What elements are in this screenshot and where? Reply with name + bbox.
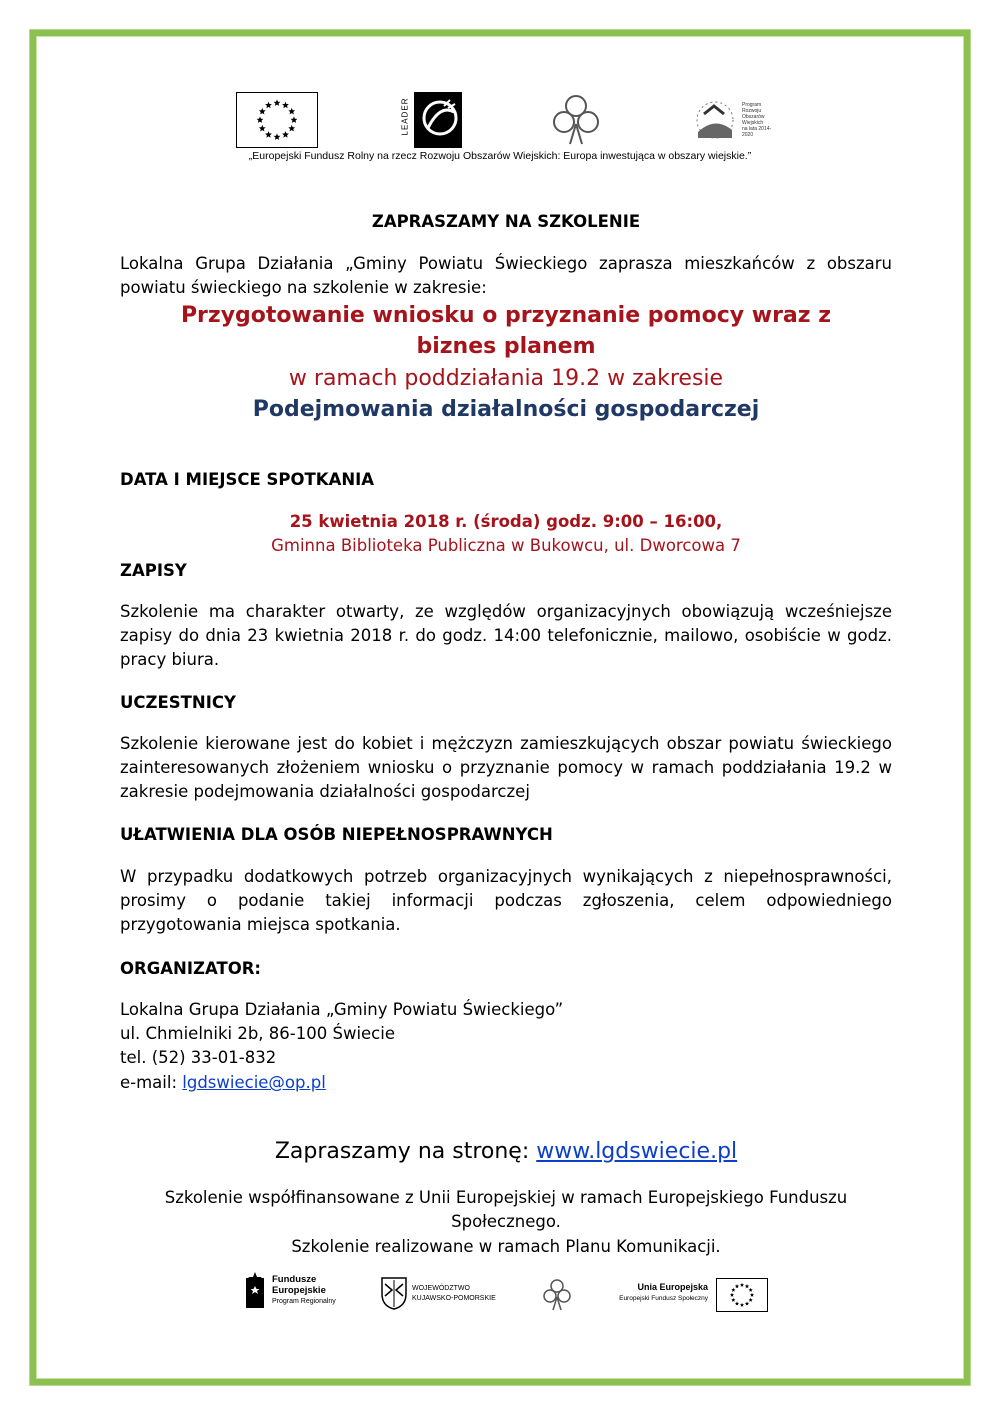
footer-line-3: Szkolenie realizowane w ramach Planu Komunikacji. (291, 1237, 721, 1256)
fundusze-europejskie-logo (244, 1272, 364, 1314)
fe-line-2: Europejskie (272, 1285, 326, 1296)
leader-text: LEADER (400, 97, 410, 136)
topic-line-2: biznes planem (416, 334, 596, 359)
website-label: Zapraszamy na stronę: (274, 1139, 537, 1164)
eu-star (740, 1283, 744, 1287)
eu-star (259, 125, 266, 132)
footer-line-1: Szkolenie współfinansowane z Unii Europejskiej w ramach Europejskiego Funduszu (164, 1188, 848, 1207)
eu-star (282, 102, 289, 109)
eu-star (291, 116, 298, 123)
eu-star (731, 1288, 735, 1292)
ue-line-1: Unia Europejska (637, 1282, 708, 1292)
organizer-address: ul. Chmielniki 2b, 86-100 Świecie (120, 1024, 395, 1043)
organizer-heading: ORGANIZATOR: (120, 959, 262, 978)
topic-line-4: Podejmowania działalności gospodarczej (252, 397, 760, 422)
fe-star-icon (244, 1272, 268, 1312)
intro-paragraph: Lokalna Grupa Działania „Gminy Powiatu Świeckiego zaprasza mieszkańców z obszaru powiatu świeckiego na szkolenie w zakresie: (120, 254, 892, 297)
footer-line-2: Społecznego. (451, 1212, 561, 1231)
lgd-clover-footer-logo (540, 1278, 574, 1312)
leader-logo (400, 92, 462, 148)
eu-star (259, 108, 266, 115)
eu-star (265, 102, 272, 109)
eu-star (288, 108, 295, 115)
ue-line-2: Europejski Fundusz Społeczny (619, 1295, 708, 1302)
event-date: 25 kwietnia 2018 r. (środa) godz. 9:00 – 16:00, (289, 512, 723, 531)
signup-body: Szkolenie ma charakter otwarty, ze względów organizacyjnych obowiązują wcześniejsze zapisy do dnia 23 kwietnia 2018 r. do godz. 14:00 telefonicznie, mailowo, osobiście w godz. pracy biura. (120, 602, 892, 669)
coat-of-arms-icon (380, 1276, 408, 1310)
date-place-heading: DATA I MIEJSCE SPOTKANIA (120, 470, 375, 489)
eu-star (745, 1301, 749, 1305)
fe-line-3: Program Regionalny (272, 1298, 336, 1305)
kp-line-1: WOJEWÓDZTWO (412, 1285, 470, 1292)
organizer-email-label: e-mail: (120, 1073, 183, 1092)
eu-star (735, 1301, 739, 1305)
eu-star (274, 99, 281, 106)
website-link[interactable]: www.lgdswiecie.pl (536, 1139, 738, 1164)
participants-heading: UCZESTNICY (120, 693, 236, 712)
page-title: ZAPRASZAMY NA SZKOLENIE (371, 212, 641, 231)
eu-star (288, 125, 295, 132)
unia-europejska-logo (604, 1276, 770, 1314)
topic-line-1: Przygotowanie wniosku o przyznanie pomocy wraz z (180, 303, 832, 328)
eu-flag-icon (717, 1279, 767, 1311)
accessibility-heading: UŁATWIENIA DLA OSÓB NIEPEŁNOSPRAWNYCH (120, 825, 553, 844)
fe-line-1: Fundusze (272, 1274, 317, 1285)
organizer-email-row (120, 1071, 892, 1095)
signup-heading: ZAPISY (120, 561, 187, 580)
ue-flag-box (716, 1278, 768, 1312)
organizer-email-link[interactable]: lgdswiecie@op.pl (182, 1073, 326, 1092)
prow-icon (690, 94, 740, 146)
eu-flag-icon (237, 93, 317, 147)
event-place: Gminna Biblioteka Publiczna w Bukowcu, ul. Dworcowa 7 (271, 536, 741, 555)
prow-logo (690, 94, 780, 146)
clover-icon (540, 1278, 574, 1312)
website-row (120, 1137, 892, 1167)
topic-line-3: w ramach poddziałania 19.2 w zakresie (288, 366, 724, 391)
eu-star (740, 1303, 744, 1307)
accessibility-body: W przypadku dodatkowych potrzeb organizacyjnych wynikających z niepełnosprawności, prosimy o podanie takiej informacji podczas zgłoszenia, celem odpowiedniego przygotowania miejsca spotkania. (120, 867, 892, 934)
organizer-name: Lokalna Grupa Działania „Gminy Powiatu Świeckiego” (120, 1000, 564, 1019)
eu-star (282, 131, 289, 138)
eu-star (735, 1284, 739, 1288)
kp-line-2: KUJAWSKO-POMORSKIE (412, 1295, 496, 1302)
lgd-clover-logo (546, 92, 606, 148)
kujawsko-pomorskie-logo (380, 1276, 520, 1312)
eu-star (730, 1293, 734, 1297)
organizer-phone: tel. (52) 33-01-832 (120, 1048, 277, 1067)
eu-star (745, 1284, 749, 1288)
eu-star (257, 116, 264, 123)
eu-star (750, 1293, 754, 1297)
participants-body: Szkolenie kierowane jest do kobiet i mężczyzn zamieszkujących obszar powiatu świeckiego zainteresowanych złożeniem wniosku o przyznanie pomocy w ramach poddziałania 19.2 w zakresie podejmowania działalności gospodarczej (120, 734, 892, 801)
eu-star (731, 1298, 735, 1302)
clover-icon (546, 92, 606, 148)
prow-text: Program Rozwoju Obszarów Wiejskich na lata 2014-2020 (742, 102, 772, 138)
eu-star (749, 1288, 753, 1292)
eu-star (274, 133, 281, 140)
eu-star (749, 1298, 753, 1302)
eu-flag-logo (236, 92, 318, 148)
header-caption: „Europejski Fundusz Rolny na rzecz Rozwoju Obszarów Wiejskich: Europa inwestująca w obszary wiejskie.” (248, 150, 752, 162)
eu-star (265, 131, 272, 138)
